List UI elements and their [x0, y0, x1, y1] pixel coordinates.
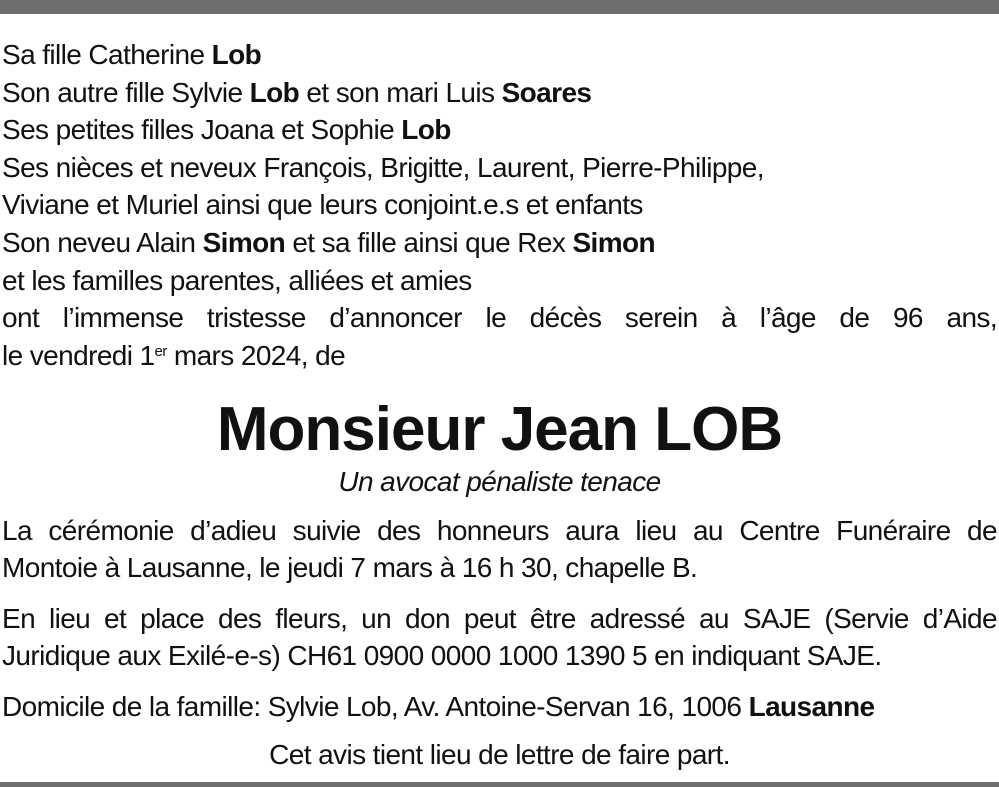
closing-line: Cet avis tient lieu de lettre de faire part.: [269, 739, 730, 771]
date-line: [2, 337, 997, 375]
family-surname: Simon: [202, 226, 286, 258]
date-ordinal: er: [154, 342, 167, 360]
family-text: et les familles parentes, alliées et amies: [2, 264, 472, 296]
family-text: Son neveu Alain: [2, 226, 203, 258]
family-text: Ses petites filles Joana et Sophie: [2, 114, 402, 146]
announcement-line: ont l’immense tristesse d’annoncer le décès serein à l’âge de 96 ans,: [2, 302, 997, 334]
family-surname: Simon: [572, 226, 655, 258]
family-text: et sa fille ainsi que Rex: [285, 226, 573, 258]
family-text: Son autre fille Sylvie: [2, 76, 250, 108]
deceased-subtitle: Un avocat pénaliste tenace: [338, 466, 661, 498]
family-surname: Lob: [401, 114, 451, 146]
obituary-notice: [2, 36, 997, 775]
date-text: le vendredi 1: [2, 339, 155, 371]
family-text: Sa fille Catherine: [2, 39, 212, 70]
family-text: et son mari Luis: [299, 76, 502, 108]
address-city: Lausanne: [748, 691, 875, 723]
bottom-border-rule: [0, 782, 999, 787]
ceremony-line: Montoie à Lausanne, le jeudi 7 mars à 16 h 30, chapelle B.: [2, 552, 698, 584]
family-surname: Lob: [211, 39, 262, 70]
donation-paragraph: [2, 600, 997, 674]
family-line-other-daughter: [2, 74, 997, 112]
donation-line: En lieu et place des fleurs, un don peut être adressé au SAJE (Servie d’Aide: [2, 603, 997, 635]
family-line-granddaughters: [2, 111, 997, 149]
family-text: Ses nièces et neveux François, Brigitte, Laurent, Pierre-Philippe,: [2, 151, 764, 183]
address-paragraph: [2, 688, 997, 725]
family-surname: Lob: [249, 76, 300, 108]
deceased-name: Monsieur Jean LOB: [216, 395, 783, 465]
family-line-nieces-nephews: [2, 149, 997, 187]
address-line: [2, 688, 997, 725]
family-line-relatives: [2, 262, 997, 300]
ceremony-paragraph: [2, 512, 997, 586]
donation-line: Juridique aux Exilé-e-s) CH61 0900 0000 1000 1390 5 en indiquant SAJE.: [2, 640, 882, 672]
ceremony-line: La cérémonie d’adieu suivie des honneurs aura lieu au Centre Funéraire de: [2, 515, 997, 547]
family-text: Viviane et Muriel ainsi que leurs conjoint.e.s et enfants: [2, 189, 643, 221]
family-line-nephew: [2, 224, 997, 262]
family-line-nieces-nephews-cont: [2, 186, 997, 224]
address-text: Domicile de la famille: Sylvie Lob, Av. Antoine-Servan 16, 1006: [2, 691, 749, 723]
top-border-rule: [0, 0, 999, 14]
family-surname: Soares: [501, 76, 592, 108]
family-line-daughter: [2, 36, 997, 74]
date-text: mars 2024, de: [166, 339, 346, 371]
